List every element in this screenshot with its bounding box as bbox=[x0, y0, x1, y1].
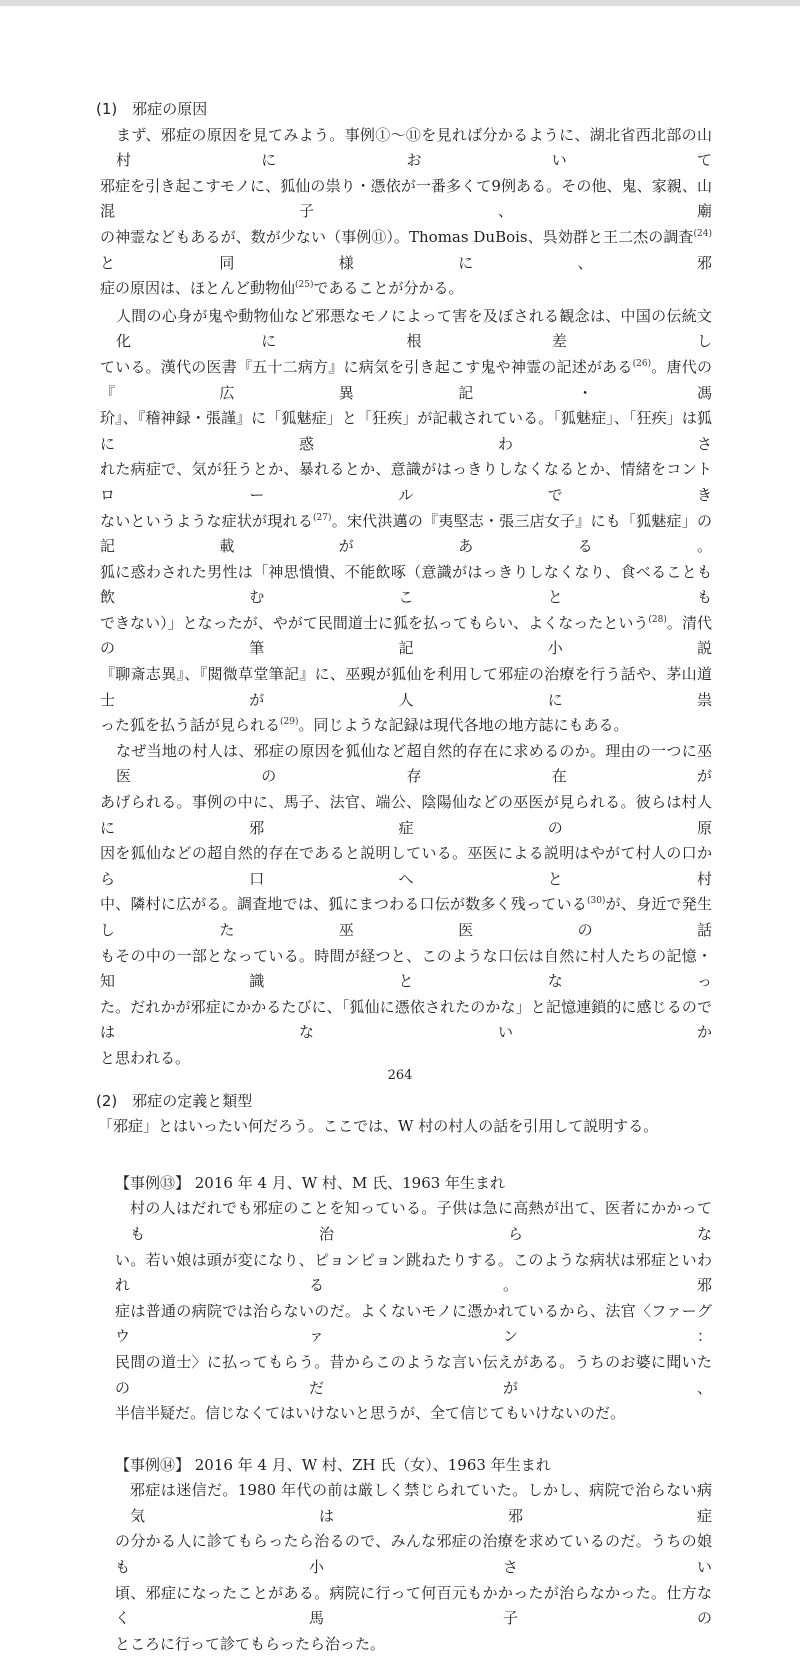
text-line bbox=[100, 457, 712, 508]
case-header bbox=[115, 1453, 715, 1479]
text-line bbox=[100, 406, 712, 457]
text-line bbox=[96, 1089, 716, 1115]
text-line bbox=[100, 304, 712, 355]
text-line bbox=[98, 1114, 710, 1140]
text-segment: 【事例⑬】 2016 年 4 月、W 村、M 氏、1963 年生まれ bbox=[115, 1173, 506, 1192]
paragraph bbox=[98, 1114, 710, 1140]
footnote-anchor bbox=[678, 228, 712, 246]
text-segment: 『聊斎志異』、『閲微草堂筆記』に、巫覡が狐仙を利用して邪症の治療を行う話や、茅山道士が人に祟 bbox=[100, 665, 712, 709]
text-segment: ている。漢代の医書『五十二病方』に病気を引き起こす鬼や神霊の記述があ bbox=[100, 357, 618, 376]
paragraph bbox=[100, 123, 712, 302]
section-heading bbox=[96, 97, 716, 123]
text-segment: なぜ当地の村人は、邪症の原因を狐仙など超自然的存在に求めるのか。理由の一つに巫医の存在が bbox=[116, 741, 712, 786]
paragraph bbox=[115, 1196, 712, 1426]
text-segment: 。同じような記録は現代各地の地方誌にもある。 bbox=[298, 716, 629, 735]
footnote-anchor bbox=[280, 279, 314, 297]
text-line bbox=[100, 611, 712, 662]
text-line bbox=[115, 1248, 712, 1299]
text-line bbox=[100, 892, 712, 943]
text-segment: もその中の一部となっている。時間が経つと、このような口伝は自然に村人たちの記憶・知識となっ bbox=[100, 946, 712, 991]
text-line bbox=[100, 790, 712, 841]
text-line bbox=[115, 1453, 715, 1479]
text-segment: 。宋代洪邁の『夷堅志・張三店女子』にも「狐魅症」の記載がある。 bbox=[100, 511, 712, 556]
text-line bbox=[100, 123, 712, 174]
anchor-text: う bbox=[633, 613, 649, 632]
text-line bbox=[115, 1401, 712, 1427]
case-header bbox=[115, 1171, 715, 1197]
footnote-anchor bbox=[633, 614, 667, 632]
text-segment: 村の人はだれでも邪症のことを知っている。子供は急に高熱が出て、医者にかかっても治らな bbox=[130, 1199, 712, 1243]
text-segment: 邪症を引き起こすモノに、狐仙の祟り・憑依が一番多くて9例ある。その他、鬼、家親、山混子、廟 bbox=[100, 176, 712, 221]
text-segment: った狐を払う話が見られ bbox=[100, 716, 266, 735]
text-segment: できない）」となったが、やがて民間道士に狐を払ってもらい、よくなったとい bbox=[100, 613, 634, 632]
paragraph bbox=[100, 739, 712, 1072]
text-segment: の神霊などもあるが、数が少ない（事例⑪）。Thomas DuBois、呉効群と王二杰の調 bbox=[100, 227, 679, 246]
footnote-marker[interactable]: (25) bbox=[295, 280, 314, 291]
footnote-anchor bbox=[298, 512, 332, 530]
page-number: 264 bbox=[387, 1068, 413, 1083]
text-segment: 頃、邪症になったことがある。病院に行って何百元もかかったが治らなかった。仕方なく馬子の bbox=[115, 1583, 712, 1628]
text-line bbox=[100, 174, 712, 225]
text-line bbox=[115, 1171, 715, 1197]
footnote-marker[interactable]: (24) bbox=[693, 228, 712, 239]
text-line bbox=[100, 995, 712, 1046]
text-segment: ところに行って診てもらったら治った。 bbox=[115, 1634, 386, 1653]
text-line bbox=[115, 1581, 712, 1632]
text-line bbox=[100, 225, 712, 276]
text-segment: 玠』、『稽神録・張謹』に「狐魅症」と「狂疾」が記載されている。「狐魅症」、「狂疾」は狐に惑わさ bbox=[100, 409, 712, 453]
text-line bbox=[100, 355, 712, 406]
text-segment: 半信半疑だ。信じなくてはいけないと思うが、全て信じてもいけないのだ。 bbox=[115, 1404, 626, 1423]
footnote-anchor bbox=[617, 358, 651, 376]
text-segment: あげられる。事例の中に、馬子、法官、端公、陰陽仙などの巫医が見られる。彼らは村人に邪症の原 bbox=[100, 793, 712, 837]
text-line bbox=[100, 944, 712, 995]
text-segment: であることが分かる。 bbox=[313, 279, 464, 298]
text-segment: と思われる。 bbox=[100, 1048, 191, 1067]
anchor-text: 仙 bbox=[280, 279, 296, 298]
text-line bbox=[115, 1632, 712, 1657]
text-line bbox=[96, 97, 716, 123]
paragraph bbox=[100, 304, 712, 739]
footnote-marker[interactable]: (29) bbox=[280, 717, 299, 728]
text-segment: 。清代の筆記小説 bbox=[100, 613, 712, 658]
text-segment: 症の原因は、ほとんど動物 bbox=[100, 279, 281, 298]
anchor-text: る bbox=[297, 511, 314, 530]
footnote-marker[interactable]: (28) bbox=[648, 614, 667, 625]
paragraph bbox=[115, 1478, 712, 1657]
text-line bbox=[100, 841, 712, 892]
text-segment: (1) 邪症の原因 bbox=[96, 100, 208, 118]
text-line bbox=[115, 1196, 712, 1247]
text-line bbox=[115, 1478, 712, 1529]
text-line bbox=[100, 662, 712, 713]
text-line bbox=[100, 560, 712, 611]
text-line bbox=[115, 1529, 712, 1580]
anchor-text: 査 bbox=[678, 227, 694, 246]
footnote-anchor bbox=[265, 716, 299, 734]
text-segment: 。唐代の『広異記・馮 bbox=[100, 357, 712, 402]
text-line bbox=[100, 713, 712, 739]
section-heading bbox=[96, 1089, 716, 1115]
text-segment: 「邪症」とはいったい何だろう。ここでは、W 村の村人の話を引用して説明する。 bbox=[98, 1117, 659, 1136]
text-segment: た。だれかが邪症にかかるたびに、「狐仙に憑依されたのかな」と記憶連鎖的に感じるのではないか bbox=[100, 997, 712, 1042]
text-segment: れた病症で、気が狂うとか、暴れるとか、意識がはっきりしなくなるとか、情緒をコントロールでき bbox=[100, 460, 712, 504]
text-segment: ないというような症状が現れ bbox=[100, 511, 298, 530]
text-line bbox=[100, 739, 712, 790]
text-segment: 邪症は迷信だ。1980 年代の前は厳しく禁じられていた。しかし、病院で治らない病気は邪症 bbox=[130, 1481, 712, 1525]
anchor-text: る bbox=[571, 895, 587, 914]
anchor-text: る bbox=[617, 357, 633, 376]
footnote-marker[interactable]: (26) bbox=[632, 358, 652, 369]
footnote-marker[interactable]: (27) bbox=[313, 512, 332, 523]
anchor-text: る bbox=[265, 716, 281, 735]
text-segment: 人間の心身が鬼や動物仙など邪悪なモノによって害を及ぼされる観念は、中国の伝統文化に根差し bbox=[116, 306, 712, 351]
text-segment: 狐に惑わされた男性は「神思憒憒、不能飲啄（意識がはっきりしなくなり、食べることも飲むことも bbox=[100, 562, 712, 607]
text-segment: と同様に、邪 bbox=[100, 253, 712, 272]
text-segment: が、身近で発生した巫医の話 bbox=[100, 895, 712, 939]
footnote-anchor bbox=[572, 895, 606, 913]
text-segment: 因を狐仙などの超自然的存在であると説明している。巫医による説明はやがて村人の口から口へと村 bbox=[100, 844, 712, 888]
text-segment: 【事例⑭】 2016 年 4 月、W 村、ZH 氏（女）、1963 年生まれ bbox=[115, 1455, 551, 1474]
footnote-marker[interactable]: (30) bbox=[586, 896, 606, 907]
text-line bbox=[115, 1299, 712, 1350]
text-line bbox=[115, 1350, 712, 1401]
text-segment: 症は普通の病院では治らないのだ。よくないモノに憑かれているから、法官〈ファーグウァン： bbox=[115, 1301, 712, 1346]
text-line bbox=[100, 276, 712, 302]
text-segment: の分かる人に診てもらったら治るので、みんな邪症の治療を求めているのだ。うちの娘も小さい bbox=[115, 1532, 712, 1577]
text-line bbox=[100, 509, 712, 560]
text-segment: 民間の道士〉に払ってもらう。昔からこのような言い伝えがある。うちのお婆に聞いたのだが、 bbox=[115, 1352, 712, 1397]
text-segment: 中、隣村に広がる。調査地では、狐にまつわる口伝が数多く残ってい bbox=[100, 895, 572, 914]
text-segment: い。若い娘は頭が変になり、ピョンピョン跳ねたりする。このような病状は邪症といわれる。邪 bbox=[115, 1250, 712, 1295]
text-segment: (2) 邪症の定義と類型 bbox=[96, 1091, 253, 1110]
text-segment: まず、邪症の原因を見てみよう。事例①〜⑪を見れば分かるように、湖北省西北部の山村において bbox=[116, 125, 712, 170]
